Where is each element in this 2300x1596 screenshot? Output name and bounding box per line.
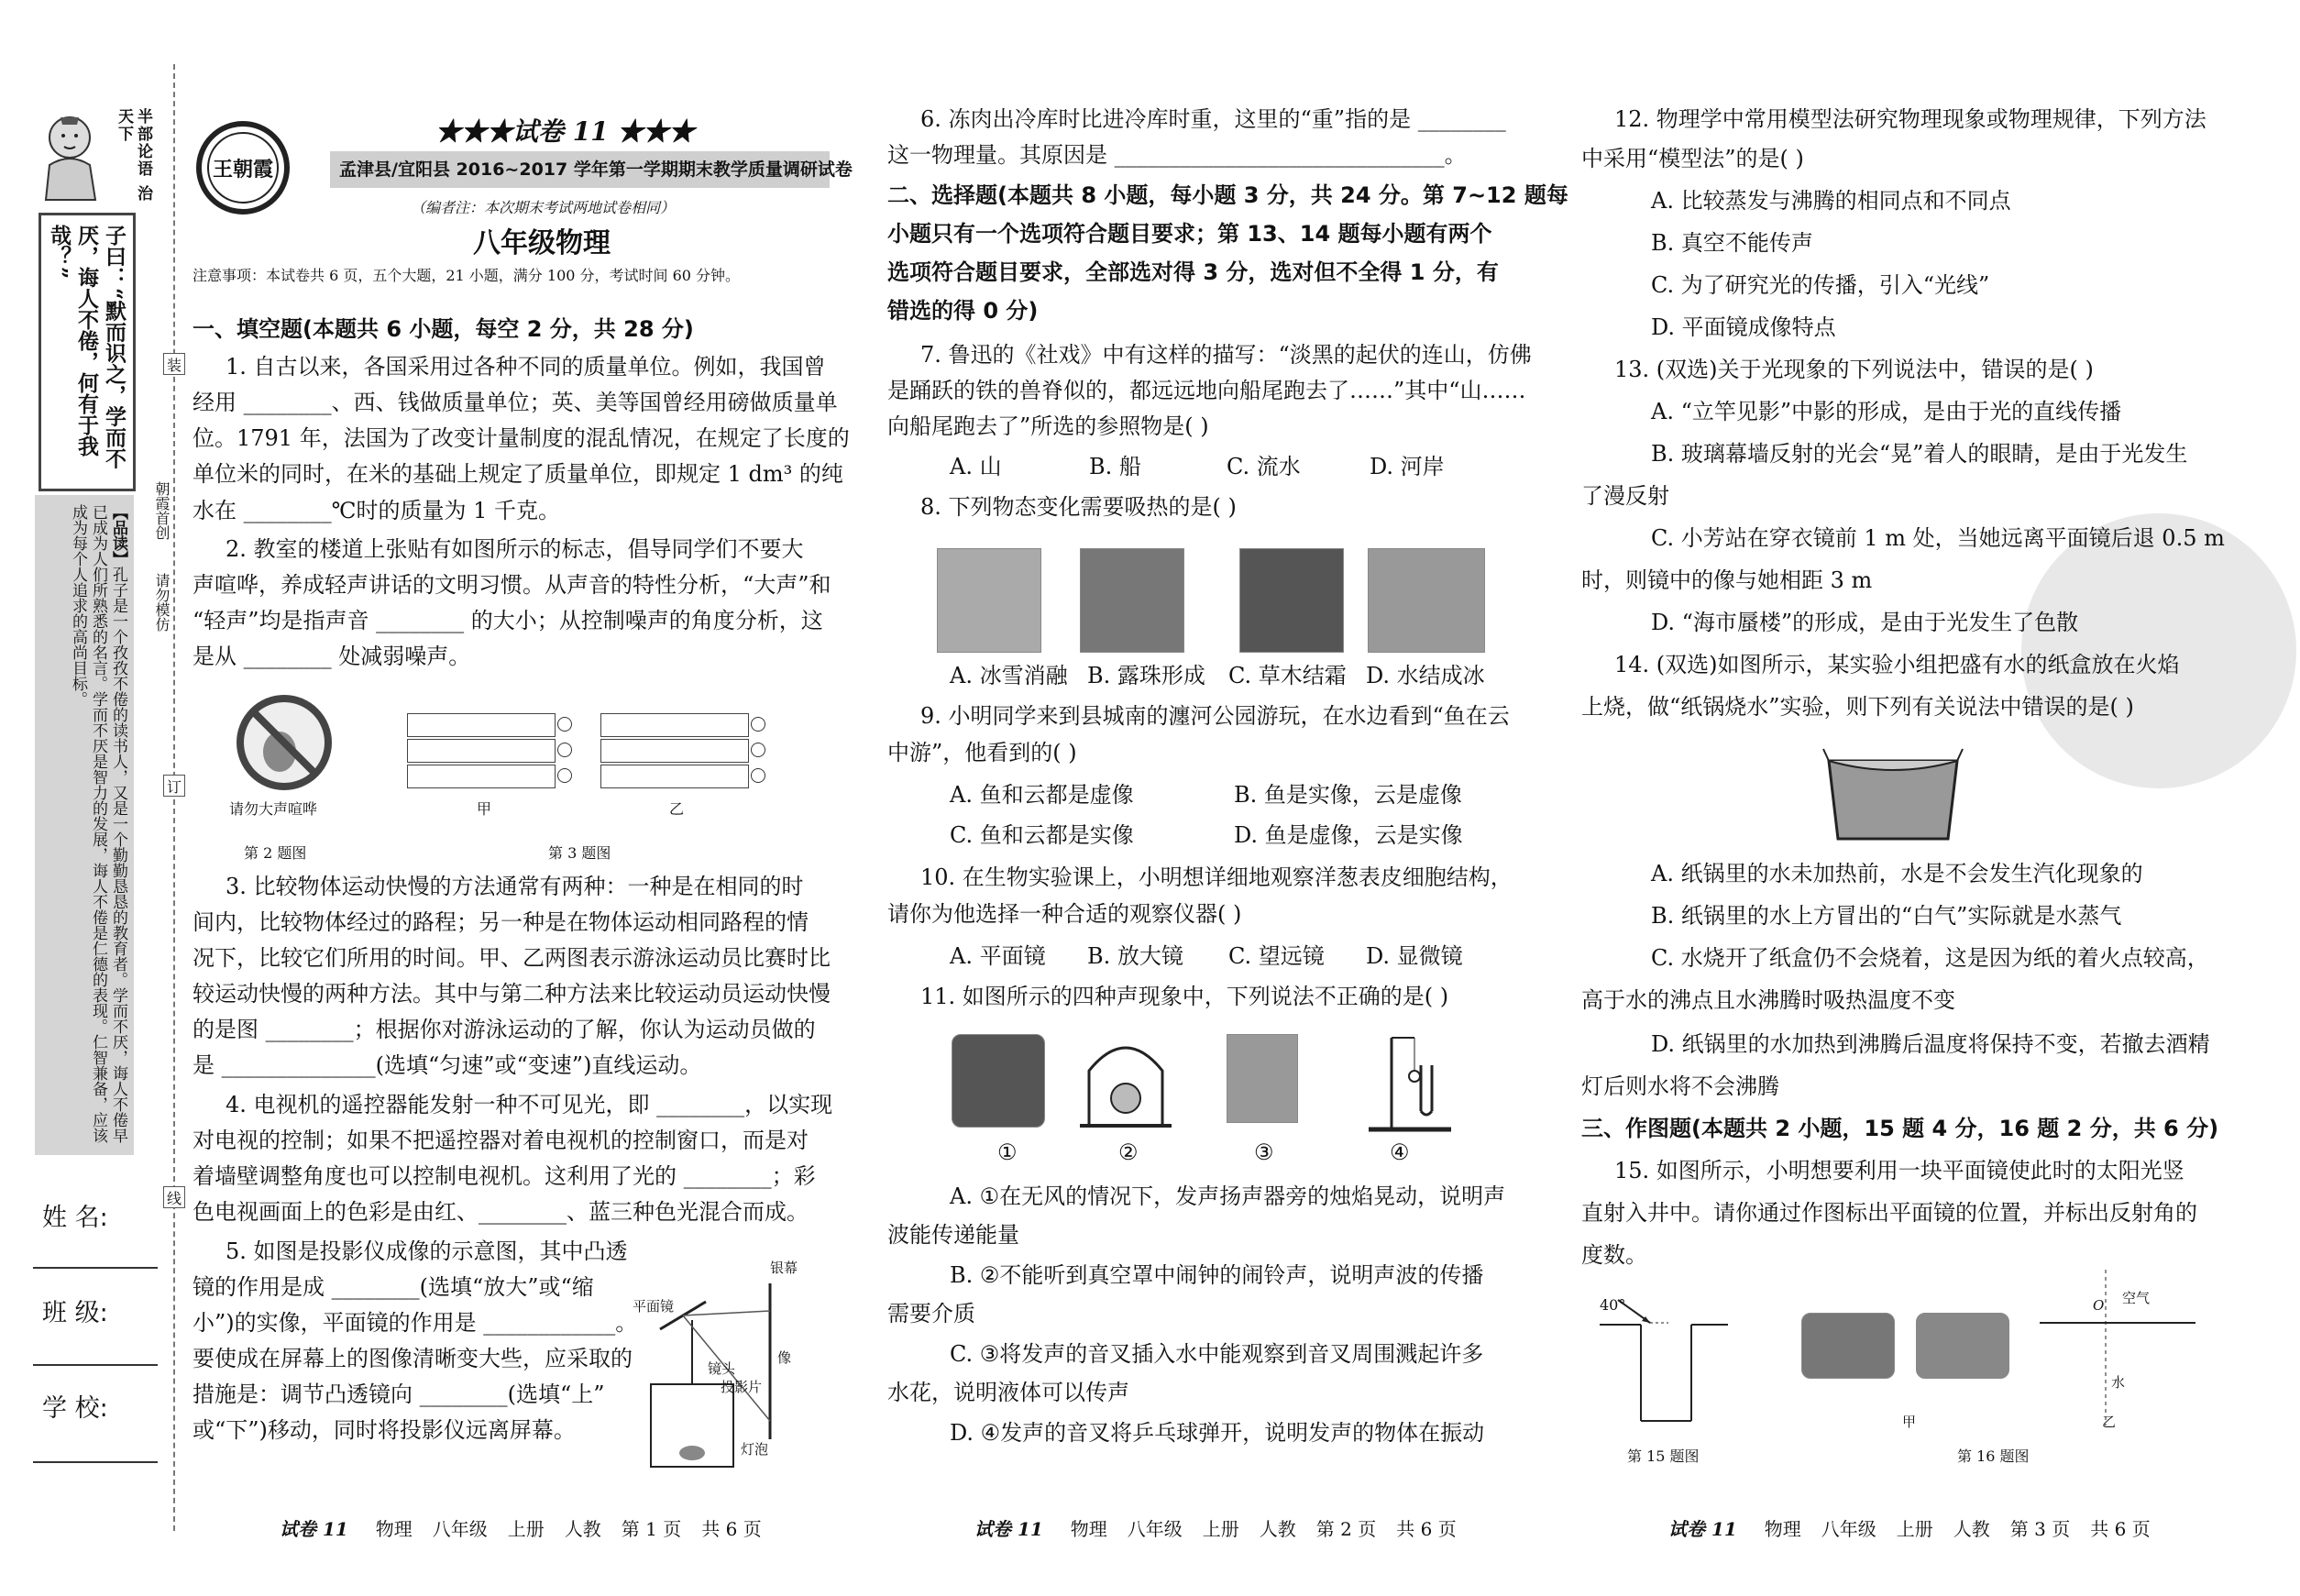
q5-line: 或“下”)移动，同时将投影仪远离屏幕。 <box>193 1417 576 1443</box>
q3-line: 的是图 ________；根据你对游泳运动的了解，你认为运动员做的 <box>193 1017 816 1042</box>
q10-option-a[interactable]: A. 平面镜 <box>950 943 1046 969</box>
clock-icon <box>751 768 765 783</box>
footer-page: 第 1 页 <box>621 1518 682 1540</box>
speaker-candle-figure <box>952 1034 1045 1128</box>
proj-label-image: 像 <box>777 1349 792 1366</box>
q3-line: 3. 比较物体运动快慢的方法通常有两种：一种是在相同的时 <box>226 874 804 899</box>
section-1-title: 一、填空题(本题共 6 小题，每空 2 分，共 28 分) <box>193 316 694 342</box>
fig-15-caption: 第 15 题图 <box>1627 1447 1700 1465</box>
section-2-title: 小题只有一个选项符合题目要求；第 13、14 题每小题有两个 <box>887 221 1492 247</box>
section-2-title: 选项符合题目要求，全部选对得 3 分，选对但不全得 1 分，有 <box>887 259 1499 285</box>
fig-16-air-label: 空气 <box>2122 1290 2151 1306</box>
swim-figure-jia <box>407 713 567 790</box>
section-2-title: 错选的得 0 分) <box>887 298 1039 324</box>
q7-line: 向船尾跑去了”所选的参照物是( ) <box>887 413 1209 439</box>
q14-option-d-cont: 灯后则水将不会沸腾 <box>1581 1073 1779 1099</box>
q8-option-c[interactable]: C. 草木结霜 <box>1228 663 1347 688</box>
footer-subject: 物理 <box>375 1518 413 1540</box>
q12-line: 12. 物理学中常用模型法研究物理现象或物理规律，下列方法 <box>1614 106 2206 132</box>
editor-note: （编者注：本次期末考试两地试卷相同） <box>411 199 676 216</box>
footer-grade: 八年级 <box>432 1518 488 1540</box>
q11-fig-label-4: ④ <box>1390 1139 1410 1165</box>
fig-2-sign-caption: 请勿大声喧哗 <box>229 800 318 818</box>
fig-15-angle: 40° <box>1600 1296 1626 1314</box>
q3-line: 间内，比较物体经过的路程；另一种是在物体运动相同路程的情 <box>193 909 809 935</box>
q12-option-c[interactable]: C. 为了研究光的传播，引入“光线” <box>1651 272 1990 298</box>
footer-total: 共 6 页 <box>1396 1518 1457 1540</box>
q14-option-d[interactable]: D. 纸锅里的水加热到沸腾后温度将保持不变，若撤去酒精 <box>1651 1031 2210 1057</box>
fig-16-caption: 第 16 题图 <box>1957 1447 2030 1465</box>
binding-line <box>173 64 175 1531</box>
q5-line: 措施是：调节凸透镜向 ________(选填“上” <box>193 1381 605 1407</box>
q3-line: 较运动快慢的两种方法。其中与第二种方法来比较运动员运动快慢 <box>193 981 831 1007</box>
q5-line: 镜的作用是成 ________(选填“放大”或“缩 <box>193 1274 594 1300</box>
footer-edition: 人教 <box>1259 1518 1296 1540</box>
q7-option-c[interactable]: C. 流水 <box>1227 454 1301 479</box>
page-2-footer <box>974 1514 1477 1541</box>
q12-option-d[interactable]: D. 平面镜成像特点 <box>1651 314 1836 340</box>
q13-option-c[interactable]: C. 小芳站在穿衣镜前 1 m 处，当她远离平面镜后退 0.5 m <box>1651 525 2225 551</box>
q14-line: 上烧，做“纸锅烧水”实验，则下列有关说法中错误的是( ) <box>1581 694 2134 720</box>
name-label: 姓 名: <box>42 1204 108 1232</box>
footer-total: 共 6 页 <box>701 1518 762 1540</box>
photo-frost-leaf <box>1239 548 1344 653</box>
q7-line: 是踊跃的铁的兽脊似的，都远远地向船尾跑去了……”其中“山…… <box>887 378 1526 403</box>
proj-label-bulb: 灯泡 <box>741 1441 769 1458</box>
q13-option-c-cont: 时，则镜中的像与她相距 3 m <box>1581 567 1873 593</box>
q5-line: 5. 如图是投影仪成像的示意图，其中凸透 <box>226 1238 628 1264</box>
q4-line: 对电视的控制；如果不把遥控器对着电视机的控制窗口，而是对 <box>193 1128 809 1153</box>
footer-subject: 物理 <box>1764 1518 1801 1540</box>
well-diagram <box>1600 1293 1728 1430</box>
page-1 <box>193 0 853 1596</box>
clock-icon <box>557 743 572 757</box>
swim-figure-yi <box>600 713 761 790</box>
class-field[interactable] <box>33 1364 158 1366</box>
q7-option-b[interactable]: B. 船 <box>1089 454 1141 479</box>
q13-option-b-cont: 了漫反射 <box>1581 483 1669 509</box>
clock-icon <box>557 768 572 783</box>
page-3 <box>1581 0 2300 1596</box>
q8-option-a[interactable]: A. 冰雪消融 <box>950 663 1068 688</box>
photo-dew-drop <box>1080 548 1184 653</box>
q14-option-c-cont: 高于水的沸点且水沸腾时吸热温度不变 <box>1581 987 1955 1013</box>
q15-line: 直射入井中。请你通过作图标出平面镜的位置，并标出反射角的 <box>1581 1200 2197 1226</box>
q14-option-c[interactable]: C. 水烧开了纸盒仍不会烧着，这是因为纸的着火点较高， <box>1651 945 2209 971</box>
q10-line: 请你为他选择一种合适的观察仪器( ) <box>887 901 1242 927</box>
q11-option-d[interactable]: D. ④发声的音叉将乒乓球弹开，说明发声的物体在振动 <box>950 1420 1485 1446</box>
q11-option-a[interactable]: A. ①在无风的情况下，发声扬声器旁的烛焰晃动，说明声 <box>950 1183 1506 1209</box>
bowl-photo-jia-2 <box>1916 1313 2009 1379</box>
q12-option-a[interactable]: A. 比较蒸发与沸腾的相同点和不同点 <box>1651 188 2011 214</box>
q13-option-b[interactable]: B. 玻璃幕墙反射的光会“晃”着人的眼睛，是由于光发生 <box>1651 441 2188 467</box>
clock-icon <box>751 743 765 757</box>
q10-option-d[interactable]: D. 显微镜 <box>1366 943 1463 969</box>
logo <box>193 117 303 218</box>
q11-fig-label-3: ③ <box>1254 1139 1274 1165</box>
q13-option-d[interactable]: D. “海市蜃楼”的形成，是由于光发生了色散 <box>1651 610 2079 635</box>
class-label: 班 级: <box>42 1299 108 1327</box>
fig-16-o-label: O <box>2093 1297 2105 1314</box>
name-field[interactable] <box>33 1267 158 1269</box>
motto-header: 半部论语 治天下 <box>115 108 152 203</box>
footer-edition: 人教 <box>564 1518 601 1540</box>
q5-line: 小”)的实像，平面镜的作用是 ____________。 <box>193 1310 638 1336</box>
q1-line: 经用 ________、西、钱做质量单位；英、美等国曾经用磅做质量单 <box>193 390 838 415</box>
q9-option-c[interactable]: C. 鱼和云都是实像 <box>950 822 1134 848</box>
q14-option-a[interactable]: A. 纸锅里的水未加热前，水是不会发生汽化现象的 <box>1651 861 2143 886</box>
projector-diagram <box>633 1256 825 1476</box>
q1-line: 位。1791 年，法国为了改变计量制度的混乱情况，在规定了长度的 <box>193 425 850 451</box>
q15-line: 度数。 <box>1581 1242 1647 1268</box>
reading-text <box>68 504 128 1146</box>
q11-option-c-cont: 水花，说明液体可以传声 <box>887 1380 1129 1405</box>
fig-3-jia-label: 甲 <box>477 800 492 818</box>
q8-stem: 8. 下列物态变化需要吸热的是( ) <box>920 494 1237 520</box>
q9-line: 中游”，他看到的( ) <box>887 740 1077 765</box>
no-loud-sign-icon <box>234 692 335 793</box>
section-3-title: 三、作图题(本题共 2 小题，15 题 4 分，16 题 2 分，共 6 分) <box>1581 1116 2219 1141</box>
q6-line: 这一物理量。其原因是 ______________________________。 <box>887 142 1467 168</box>
fold-text-2: 请勿模仿 <box>153 573 171 632</box>
q2-line: 是从 ________ 处减弱噪声。 <box>193 644 471 669</box>
footer-subject: 物理 <box>1070 1518 1107 1540</box>
bell-jar-figure <box>1075 1025 1176 1135</box>
q2-line: 声喧哗，养成轻声讲话的文明习惯。从声音的特性分析，“大声”和 <box>193 572 831 598</box>
footer-term: 上册 <box>1896 1518 1933 1540</box>
footer-paper: 试卷 11 <box>974 1518 1043 1540</box>
confucius-cartoon-icon <box>33 108 114 204</box>
tuning-fork-ball-figure <box>1364 1029 1456 1134</box>
page-2 <box>887 0 1568 1596</box>
q15-line: 15. 如图所示，小明想要利用一块平面镜使此时的太阳光竖 <box>1614 1158 2184 1183</box>
footer-edition: 人教 <box>1953 1518 1990 1540</box>
q11-option-a-cont: 波能传递能量 <box>887 1222 1019 1248</box>
photo-water-freezing <box>1368 548 1485 653</box>
q4-line: 色电视画面上的色彩是由红、________、蓝三种色光混合而成。 <box>193 1199 809 1225</box>
q9-option-a[interactable]: A. 鱼和云都是虚像 <box>950 782 1134 808</box>
footer-paper: 试卷 11 <box>1668 1518 1737 1540</box>
q8-option-b[interactable]: B. 露珠形成 <box>1087 663 1205 688</box>
fold-text-1: 朝霞首创 <box>153 481 171 540</box>
subject-title: 八年级物理 <box>473 227 611 259</box>
q11-option-b[interactable]: B. ②不能听到真空罩中闹钟的闹铃声，说明声波的传播 <box>950 1262 1484 1288</box>
footer-page: 第 2 页 <box>1315 1518 1377 1540</box>
footer-grade: 八年级 <box>1127 1518 1183 1540</box>
proj-label-slide: 投影片 <box>721 1379 763 1395</box>
q4-line: 着墙壁调整角度也可以控制电视机。这利用了光的 ________；彩 <box>193 1163 816 1189</box>
q7-line: 7. 鲁迅的《社戏》中有这样的描写：“淡黑的起伏的连山，仿佛 <box>920 342 1532 368</box>
paper-pot-figure <box>1820 747 1966 848</box>
q4-line: 4. 电视机的遥控器能发射一种不可见光，即 ________，以实现 <box>226 1092 833 1117</box>
q5-line: 要使成在屏幕上的图像清晰变大些，应采取的 <box>193 1346 633 1371</box>
proj-label-mirror: 平面镜 <box>633 1298 675 1315</box>
notice: 注意事项：本试卷共 6 页，五个大题，21 小题，满分 100 分，考试时间 60 分钟。 <box>193 267 741 284</box>
seal-char-3: 线 <box>163 1186 185 1208</box>
q11-stem: 11. 如图所示的四种声现象中，下列说法不正确的是( ) <box>920 984 1449 1009</box>
footer-paper: 试卷 11 <box>280 1518 348 1540</box>
refraction-diagram <box>2040 1270 2195 1425</box>
q9-option-d[interactable]: D. 鱼是虚像，云是实像 <box>1234 822 1463 848</box>
reading-box <box>35 495 134 1155</box>
footer-grade: 八年级 <box>1821 1518 1876 1540</box>
q7-option-a[interactable]: A. 山 <box>950 454 1002 479</box>
q11-option-c[interactable]: C. ③将发声的音叉插入水中能观察到音叉周围溅起许多 <box>950 1341 1484 1367</box>
school-label: 学 校: <box>42 1394 108 1423</box>
clock-icon <box>751 717 765 732</box>
photo-ice-melting <box>937 548 1041 653</box>
q7-option-d[interactable]: D. 河岸 <box>1370 454 1445 479</box>
q1-line: 1. 自古以来，各国采用过各种不同的质量单位。例如，我国曾 <box>226 354 826 380</box>
seal-char-2: 订 <box>163 775 185 797</box>
q3-line: 是 ______________(选填“匀速”或“变速”)直线运动。 <box>193 1052 702 1078</box>
q12-line: 中采用“模型法”的是( ) <box>1581 146 1804 171</box>
q13-option-a[interactable]: A. “立竿见影”中影的形成，是由于光的直线传播 <box>1651 399 2122 424</box>
footer-term: 上册 <box>507 1518 545 1540</box>
reading-label: 【品读】 <box>109 504 127 567</box>
reading-body: 孔子是一个孜孜不倦的读书人，又是一个勤勤恳恳的教育者。学而不厌，诲人不倦早已成为人们所熟悉的名言。学而不厌是智力的发展，诲人不倦是仁德的表现。仁智兼备，应该成为每个人追求的高尚目标。 <box>69 504 127 1143</box>
q1-line: 单位米的同时，在米的基础上规定了质量单位，即规定 1 dm³ 的纯 <box>193 461 843 487</box>
bowl-photo-jia-1 <box>1801 1313 1895 1379</box>
footer-term: 上册 <box>1202 1518 1239 1540</box>
sidebar <box>0 0 174 1596</box>
logo-text: 王朝霞 <box>213 158 274 182</box>
fig-16-yi-label: 乙 <box>2102 1414 2117 1430</box>
school-field[interactable] <box>33 1461 158 1463</box>
q10-line: 10. 在生物实验课上，小明想详细地观察洋葱表皮细胞结构， <box>920 864 1513 890</box>
paper-number: ★★★试卷 11 ★★★ <box>435 116 695 147</box>
q3-line: 况下，比较它们所用的时间。甲、乙两图表示游泳运动员比赛时比 <box>193 945 831 971</box>
proj-label-screen: 银幕 <box>770 1260 798 1276</box>
q9-line: 9. 小明同学来到县城南的瀍河公园游玩，在水边看到“鱼在云 <box>920 703 1510 729</box>
exam-title: 孟津县/宜阳县 2016~2017 学年第一学期期末教学质量调研试卷 <box>339 160 853 180</box>
fig-2-caption: 第 2 题图 <box>244 844 307 862</box>
q11-fig-label-2: ② <box>1118 1139 1139 1165</box>
q10-option-b[interactable]: B. 放大镜 <box>1087 943 1183 969</box>
q2-line: 2. 教室的楼道上张贴有如图所示的标志，倡导同学们不要大 <box>226 536 804 562</box>
footer-total: 共 6 页 <box>2090 1518 2151 1540</box>
fig-16-water-label: 水 <box>2111 1374 2126 1391</box>
q13-stem: 13. (双选)关于光现象的下列说法中，错误的是( ) <box>1614 357 2094 382</box>
fig-3-caption: 第 3 题图 <box>548 844 611 862</box>
page-1-footer <box>280 1514 782 1541</box>
q14-option-b[interactable]: B. 纸锅里的水上方冒出的“白气”实际就是水蒸气 <box>1651 903 2122 929</box>
fig-3-yi-label: 乙 <box>669 800 685 818</box>
page-3-footer <box>1668 1514 2171 1541</box>
clock-icon <box>557 717 572 732</box>
confucius-quote: 子曰：“默而识之，学而不厌，诲人不倦，何有于我哉？” <box>47 225 127 469</box>
q10-option-c[interactable]: C. 望远镜 <box>1228 943 1325 969</box>
q11-fig-label-1: ① <box>997 1139 1018 1165</box>
q8-option-d[interactable]: D. 水结成冰 <box>1366 663 1485 688</box>
seal-char-1: 装 <box>163 353 185 375</box>
tuning-fork-water-photo <box>1227 1034 1298 1123</box>
q9-option-b[interactable]: B. 鱼是实像，云是虚像 <box>1234 782 1462 808</box>
section-2-title: 二、选择题(本题共 8 小题，每小题 3 分，共 24 分。第 7~12 题每 <box>887 182 1568 208</box>
proj-label-lens: 镜头 <box>708 1360 736 1377</box>
q12-option-b[interactable]: B. 真空不能传声 <box>1651 230 1813 256</box>
footer-page: 第 3 页 <box>2009 1518 2071 1540</box>
fig-16-jia-label: 甲 <box>1902 1414 1917 1430</box>
q14-line: 14. (双选)如图所示，某实验小组把盛有水的纸盒放在火焰 <box>1614 652 2180 677</box>
q6-line: 6. 冻肉出冷库时比进冷库时重，这里的“重”指的是 ________ <box>920 106 1506 132</box>
quote-box <box>39 213 136 491</box>
q1-line: 水在 ________℃时的质量为 1 千克。 <box>193 498 561 523</box>
q11-option-b-cont: 需要介质 <box>887 1301 975 1326</box>
q2-line: “轻声”均是指声音 ________ 的大小；从控制噪声的角度分析，这 <box>193 608 823 633</box>
